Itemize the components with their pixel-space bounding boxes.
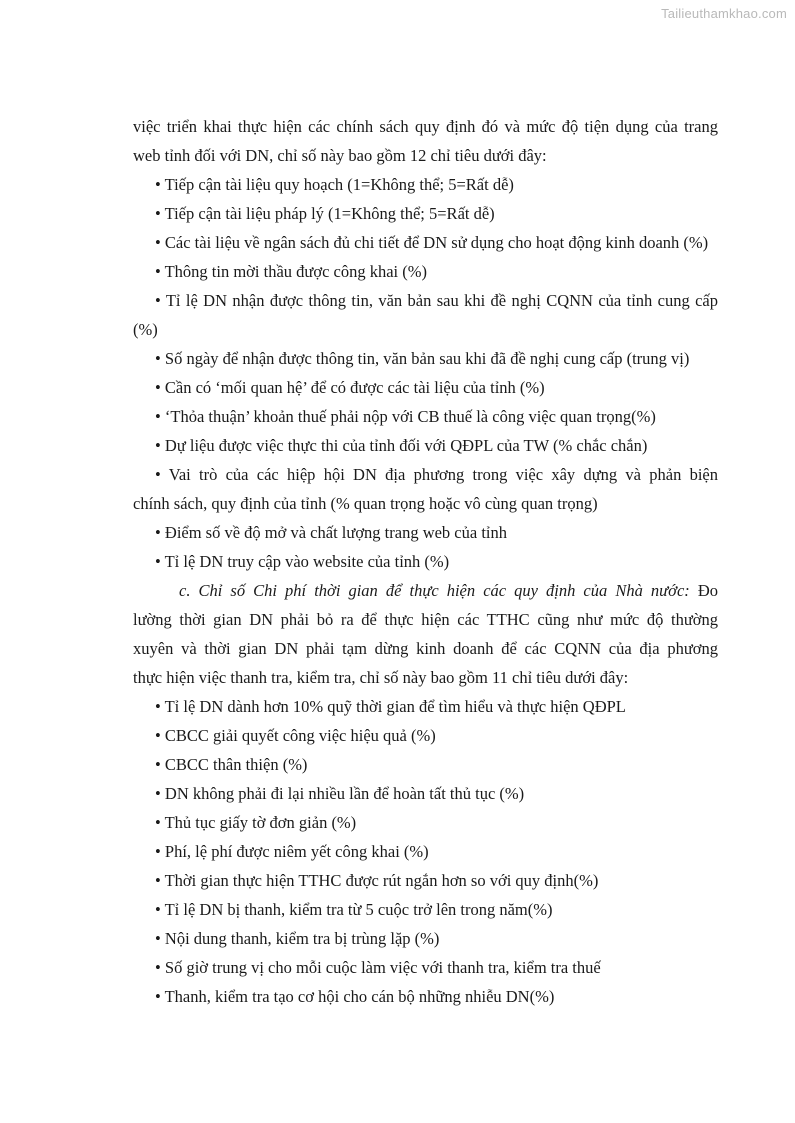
section-c-heading-line <box>133 576 718 605</box>
list-item: • Vai trò của các hiệp hội DN địa phương trong việc xây dựng và phản biện <box>155 465 718 484</box>
list-item: • Các tài liệu về ngân sách đủ chi tiết để DN sử dụng cho hoạt động kinh doanh (%) <box>155 233 709 252</box>
list-item: • Số giờ trung vị cho mỗi cuộc làm việc với thanh tra, kiểm tra thuế <box>155 958 601 977</box>
paragraph-line: lường thời gian DN phải bỏ ra để thực hiện các TTHC cũng như mức độ thường <box>133 610 718 629</box>
list-item: • Thông tin mời thầu được công khai (%) <box>155 262 427 281</box>
paragraph-line: việc triển khai thực hiện các chính sách quy định đó và mức độ tiện dụng của trang <box>133 117 718 136</box>
list-item: • Tỉ lệ DN truy cập vào website của tỉnh (%) <box>155 552 450 571</box>
list-item-continuation: (%) <box>133 320 158 339</box>
watermark: Tailieuthamkhao.com <box>661 6 787 21</box>
list-item: • CBCC thân thiện (%) <box>155 755 308 774</box>
list-item: • Tiếp cận tài liệu pháp lý (1=Không thể; 5=Rất dễ) <box>155 204 495 223</box>
list-item: • Số ngày để nhận được thông tin, văn bản sau khi đã đề nghị cung cấp (trung vị) <box>155 349 690 368</box>
section-c-heading-tail: Đo <box>689 581 718 600</box>
list-item: • Dự liệu được việc thực thi của tỉnh đối với QĐPL của TW (% chắc chắn) <box>155 436 648 455</box>
list-item: • CBCC giải quyết công việc hiệu quả (%) <box>155 726 436 745</box>
list-item: • Cần có ‘mối quan hệ’ để có được các tài liệu của tỉnh (%) <box>155 378 545 397</box>
list-item: • Thủ tục giấy tờ đơn giản (%) <box>155 813 357 832</box>
section-c-heading: c. Chỉ số Chi phí thời gian để thực hiện các quy định của Nhà nước: <box>179 581 690 600</box>
list-item: • DN không phải đi lại nhiều lần để hoàn tất thủ tục (%) <box>155 784 525 803</box>
list-item: • ‘Thỏa thuận’ khoản thuế phải nộp với CB thuế là công việc quan trọng(%) <box>155 407 656 426</box>
list-item: • Phí, lệ phí được niêm yết công khai (%) <box>155 842 429 861</box>
list-item: • Điểm số về độ mở và chất lượng trang web của tỉnh <box>155 523 508 542</box>
paragraph-line: web tỉnh đối với DN, chỉ số này bao gồm 12 chỉ tiêu dưới đây: <box>133 146 547 165</box>
list-item: • Thanh, kiểm tra tạo cơ hội cho cán bộ những nhiễu DN(%) <box>155 987 555 1006</box>
list-item: • Tiếp cận tài liệu quy hoạch (1=Không thể; 5=Rất dễ) <box>155 175 514 194</box>
list-item-continuation: chính sách, quy định của tỉnh (% quan trọng hoặc vô cùng quan trọng) <box>133 494 598 513</box>
paragraph-line: xuyên và thời gian DN phải tạm dừng kinh doanh để các CQNN của địa phương <box>133 639 718 658</box>
list-item: • Tỉ lệ DN dành hơn 10% quỹ thời gian để tìm hiểu và thực hiện QĐPL <box>155 697 626 716</box>
list-item: • Tỉ lệ DN bị thanh, kiểm tra từ 5 cuộc trở lên trong năm(%) <box>155 900 553 919</box>
paragraph-line: thực hiện việc thanh tra, kiểm tra, chỉ số này bao gồm 11 chỉ tiêu dưới đây: <box>133 668 629 687</box>
list-item: • Nội dung thanh, kiểm tra bị trùng lặp (%) <box>155 929 440 948</box>
list-item: • Tỉ lệ DN nhận được thông tin, văn bản sau khi đề nghị CQNN của tỉnh cung cấp <box>155 291 718 310</box>
document-body <box>133 112 718 1011</box>
list-item: • Thời gian thực hiện TTHC được rút ngắn hơn so với quy định(%) <box>155 871 599 890</box>
